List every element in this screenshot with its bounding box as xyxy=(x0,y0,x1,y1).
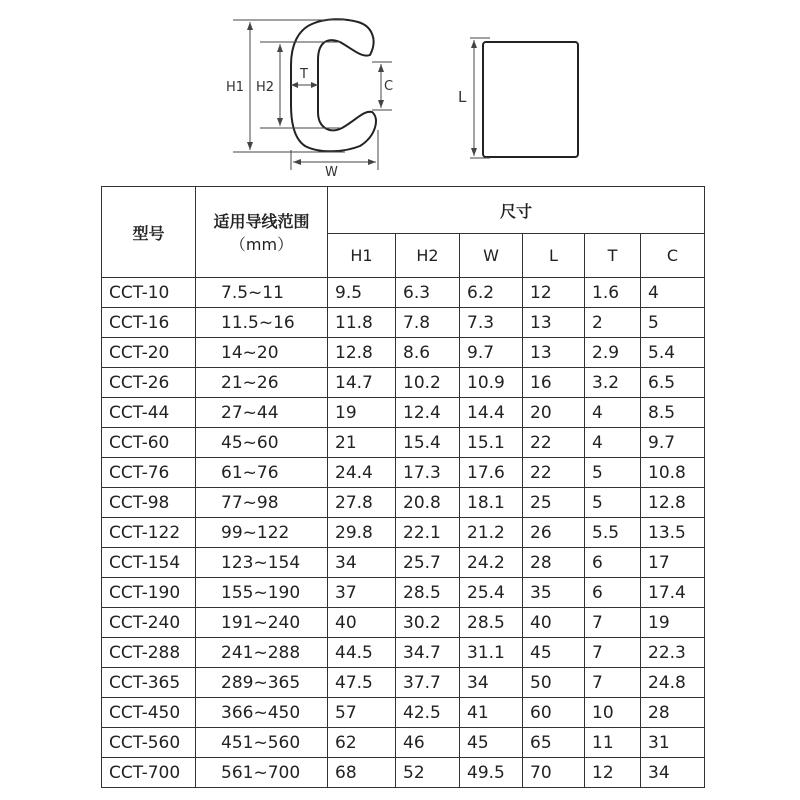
cell-h1: 27.8 xyxy=(328,488,396,518)
table-row xyxy=(102,368,705,398)
cell-t: 7 xyxy=(585,638,641,668)
table-row xyxy=(102,488,705,518)
cell-w: 24.2 xyxy=(460,548,523,578)
cell-l: 20 xyxy=(523,398,585,428)
cell-l: 70 xyxy=(523,758,585,788)
header-dim-h2: H2 xyxy=(396,234,460,278)
cell-t: 10 xyxy=(585,698,641,728)
table-row xyxy=(102,548,705,578)
cell-h1: 21 xyxy=(328,428,396,458)
cell-h2: 8.6 xyxy=(396,338,460,368)
cell-c: 6.5 xyxy=(641,368,705,398)
cell-model: CCT-365 xyxy=(102,668,196,698)
cell-range: 155~190 xyxy=(196,578,328,608)
label-h1: H1 xyxy=(226,80,245,95)
cell-h2: 15.4 xyxy=(396,428,460,458)
table-row xyxy=(102,698,705,728)
cell-range: 289~365 xyxy=(196,668,328,698)
cell-w: 18.1 xyxy=(460,488,523,518)
cell-c: 17.4 xyxy=(641,578,705,608)
cell-t: 5 xyxy=(585,458,641,488)
label-w: W xyxy=(325,165,338,180)
cell-w: 45 xyxy=(460,728,523,758)
cell-t: 5 xyxy=(585,488,641,518)
cell-l: 22 xyxy=(523,458,585,488)
cell-w: 25.4 xyxy=(460,578,523,608)
table-row xyxy=(102,398,705,428)
cell-h2: 6.3 xyxy=(396,278,460,308)
cell-t: 12 xyxy=(585,758,641,788)
cell-h1: 47.5 xyxy=(328,668,396,698)
cell-h2: 52 xyxy=(396,758,460,788)
cell-l: 28 xyxy=(523,548,585,578)
cell-c: 8.5 xyxy=(641,398,705,428)
cell-c: 5.4 xyxy=(641,338,705,368)
cell-c: 24.8 xyxy=(641,668,705,698)
header-dim-l: L xyxy=(523,234,585,278)
cell-h2: 34.7 xyxy=(396,638,460,668)
cell-t: 11 xyxy=(585,728,641,758)
cell-h1: 62 xyxy=(328,728,396,758)
cell-range: 11.5~16 xyxy=(196,308,328,338)
cell-h2: 17.3 xyxy=(396,458,460,488)
cell-w: 17.6 xyxy=(460,458,523,488)
table-row xyxy=(102,578,705,608)
cell-h2: 42.5 xyxy=(396,698,460,728)
cell-h2: 7.8 xyxy=(396,308,460,338)
cell-h1: 24.4 xyxy=(328,458,396,488)
cell-c: 9.7 xyxy=(641,428,705,458)
cell-model: CCT-560 xyxy=(102,728,196,758)
cell-model: CCT-450 xyxy=(102,698,196,728)
cell-t: 3.2 xyxy=(585,368,641,398)
cell-l: 22 xyxy=(523,428,585,458)
cell-c: 28 xyxy=(641,698,705,728)
cell-l: 35 xyxy=(523,578,585,608)
cell-model: CCT-122 xyxy=(102,518,196,548)
cell-range: 14~20 xyxy=(196,338,328,368)
cell-h1: 34 xyxy=(328,548,396,578)
cell-l: 60 xyxy=(523,698,585,728)
cell-range: 123~154 xyxy=(196,548,328,578)
cell-range: 561~700 xyxy=(196,758,328,788)
cell-model: CCT-16 xyxy=(102,308,196,338)
cell-l: 13 xyxy=(523,308,585,338)
cell-range: 191~240 xyxy=(196,608,328,638)
cell-c: 13.5 xyxy=(641,518,705,548)
cell-model: CCT-20 xyxy=(102,338,196,368)
table-row xyxy=(102,758,705,788)
cell-h1: 9.5 xyxy=(328,278,396,308)
cell-h2: 25.7 xyxy=(396,548,460,578)
cell-c: 5 xyxy=(641,308,705,338)
header-model: 型号 xyxy=(102,187,196,278)
cell-l: 40 xyxy=(523,608,585,638)
header-range-line1: 适用导线范围 xyxy=(213,212,310,231)
cell-h1: 11.8 xyxy=(328,308,396,338)
cell-model: CCT-190 xyxy=(102,578,196,608)
cell-h2: 20.8 xyxy=(396,488,460,518)
cell-model: CCT-240 xyxy=(102,608,196,638)
cell-h2: 28.5 xyxy=(396,578,460,608)
table-row xyxy=(102,278,705,308)
cell-l: 16 xyxy=(523,368,585,398)
cell-range: 241~288 xyxy=(196,638,328,668)
cell-h2: 37.7 xyxy=(396,668,460,698)
cell-t: 2 xyxy=(585,308,641,338)
dimension-diagram xyxy=(0,0,800,185)
cell-h1: 68 xyxy=(328,758,396,788)
cell-h1: 14.7 xyxy=(328,368,396,398)
cell-h1: 19 xyxy=(328,398,396,428)
header-dim-t: T xyxy=(585,234,641,278)
cell-model: CCT-10 xyxy=(102,278,196,308)
cell-t: 4 xyxy=(585,428,641,458)
cell-l: 25 xyxy=(523,488,585,518)
cell-c: 34 xyxy=(641,758,705,788)
table-row xyxy=(102,668,705,698)
cell-t: 5.5 xyxy=(585,518,641,548)
cell-model: CCT-26 xyxy=(102,368,196,398)
header-dim-w: W xyxy=(460,234,523,278)
cell-range: 99~122 xyxy=(196,518,328,548)
cell-h1: 44.5 xyxy=(328,638,396,668)
label-h2: H2 xyxy=(256,80,275,95)
cell-c: 19 xyxy=(641,608,705,638)
header-size: 尺寸 xyxy=(328,187,705,234)
header-dim-c: C xyxy=(641,234,705,278)
cell-l: 45 xyxy=(523,638,585,668)
cell-t: 2.9 xyxy=(585,338,641,368)
table-row xyxy=(102,428,705,458)
cell-range: 21~26 xyxy=(196,368,328,398)
cell-t: 1.6 xyxy=(585,278,641,308)
header-dim-h1: H1 xyxy=(328,234,396,278)
cell-t: 6 xyxy=(585,578,641,608)
cell-h1: 12.8 xyxy=(328,338,396,368)
cell-w: 7.3 xyxy=(460,308,523,338)
cell-c: 10.8 xyxy=(641,458,705,488)
cell-w: 10.9 xyxy=(460,368,523,398)
table-row xyxy=(102,458,705,488)
cell-l: 26 xyxy=(523,518,585,548)
cell-c: 22.3 xyxy=(641,638,705,668)
cell-model: CCT-76 xyxy=(102,458,196,488)
cell-h2: 30.2 xyxy=(396,608,460,638)
cell-l: 65 xyxy=(523,728,585,758)
cell-w: 9.7 xyxy=(460,338,523,368)
cell-w: 49.5 xyxy=(460,758,523,788)
cell-h1: 40 xyxy=(328,608,396,638)
header-range xyxy=(196,187,328,278)
cell-w: 21.2 xyxy=(460,518,523,548)
cell-model: CCT-154 xyxy=(102,548,196,578)
cell-w: 31.1 xyxy=(460,638,523,668)
cell-model: CCT-44 xyxy=(102,398,196,428)
cell-h2: 46 xyxy=(396,728,460,758)
cell-w: 6.2 xyxy=(460,278,523,308)
table-row xyxy=(102,608,705,638)
spec-table-body xyxy=(102,278,705,788)
cell-h2: 12.4 xyxy=(396,398,460,428)
cell-h2: 10.2 xyxy=(396,368,460,398)
cell-model: CCT-288 xyxy=(102,638,196,668)
label-c: C xyxy=(384,79,394,94)
cell-t: 6 xyxy=(585,548,641,578)
cell-model: CCT-60 xyxy=(102,428,196,458)
cell-l: 50 xyxy=(523,668,585,698)
cell-c: 31 xyxy=(641,728,705,758)
table-row xyxy=(102,518,705,548)
cell-range: 45~60 xyxy=(196,428,328,458)
cell-w: 15.1 xyxy=(460,428,523,458)
cell-c: 17 xyxy=(641,548,705,578)
cell-c: 4 xyxy=(641,278,705,308)
label-t: T xyxy=(300,67,308,82)
side-view-rect xyxy=(483,42,578,157)
cell-range: 77~98 xyxy=(196,488,328,518)
cell-h2: 22.1 xyxy=(396,518,460,548)
cell-range: 366~450 xyxy=(196,698,328,728)
cell-w: 34 xyxy=(460,668,523,698)
cell-t: 7 xyxy=(585,668,641,698)
table-row xyxy=(102,308,705,338)
cell-t: 7 xyxy=(585,608,641,638)
cell-c: 12.8 xyxy=(641,488,705,518)
cell-model: CCT-98 xyxy=(102,488,196,518)
label-l: L xyxy=(458,88,467,106)
cell-range: 27~44 xyxy=(196,398,328,428)
spec-table xyxy=(101,186,705,788)
cell-model: CCT-700 xyxy=(102,758,196,788)
header-row-top xyxy=(102,187,705,234)
cell-h1: 29.8 xyxy=(328,518,396,548)
cell-w: 41 xyxy=(460,698,523,728)
cell-range: 7.5~11 xyxy=(196,278,328,308)
cell-t: 4 xyxy=(585,398,641,428)
cell-h1: 37 xyxy=(328,578,396,608)
table-row xyxy=(102,638,705,668)
cell-range: 61~76 xyxy=(196,458,328,488)
header-range-line2: （mm） xyxy=(229,235,294,254)
table-row xyxy=(102,728,705,758)
cell-range: 451~560 xyxy=(196,728,328,758)
cell-h1: 57 xyxy=(328,698,396,728)
cell-w: 28.5 xyxy=(460,608,523,638)
table-row xyxy=(102,338,705,368)
cell-l: 13 xyxy=(523,338,585,368)
cell-l: 12 xyxy=(523,278,585,308)
cell-w: 14.4 xyxy=(460,398,523,428)
